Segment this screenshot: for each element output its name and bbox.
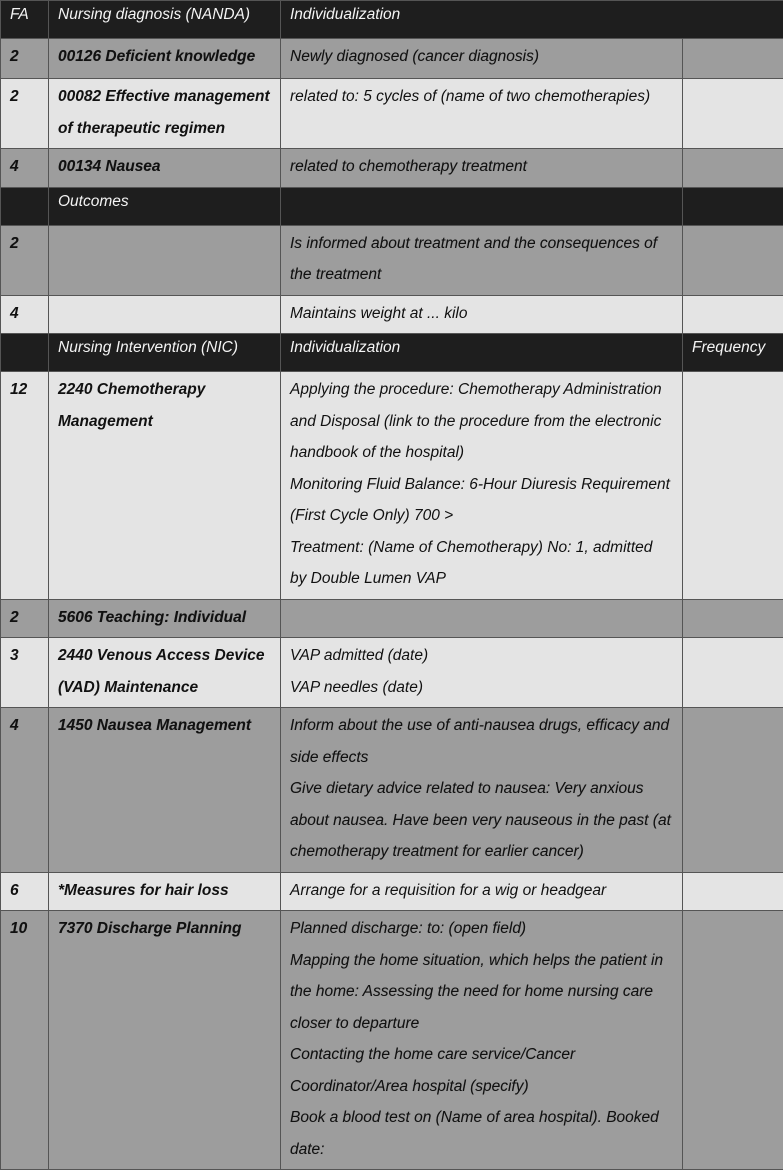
- frequency-cell: [683, 708, 783, 873]
- fa-value: 6: [1, 872, 49, 911]
- individualization-line: Applying the procedure: Chemotherapy Administration and Disposal (link to the procedure from the electronic handbook of the hospital): [290, 374, 673, 469]
- individualization-line: VAP admitted (date): [290, 640, 673, 672]
- outcome-row: [1, 295, 783, 334]
- fa-value: 10: [1, 911, 49, 1170]
- intervention-row: [1, 708, 783, 873]
- nursing-diagnosis-column-header: Nursing diagnosis (NANDA): [49, 1, 281, 39]
- intervention-name: 7370 Discharge Planning: [49, 911, 281, 1170]
- intervention-header-row: [1, 334, 783, 372]
- intervention-individualization: [281, 372, 683, 600]
- outcome-individualization: Is informed about treatment and the consequences of the treatment: [281, 225, 683, 295]
- individualization-column-header: Individualization: [281, 1, 783, 39]
- individualization-line: Monitoring Fluid Balance: 6-Hour Diuresis Requirement (First Cycle Only) 700 >: [290, 469, 673, 532]
- diagnosis-name: 00082 Effective management of therapeutic regimen: [49, 79, 281, 149]
- diagnosis-row: [1, 79, 783, 149]
- individualization-line: Arrange for a requisition for a wig or headgear: [290, 875, 673, 907]
- intervention-row: [1, 911, 783, 1170]
- individualization-line: Book a blood test on (Name of area hospital). Booked date:: [290, 1102, 673, 1165]
- fa-value: 4: [1, 295, 49, 334]
- individualization-line: Give dietary advice related to nausea: Very anxious about nausea. Have been very nauseous in the past (at chemotherapy treatment for earlier cancer): [290, 773, 673, 868]
- diagnosis-individualization: Newly diagnosed (cancer diagnosis): [281, 39, 683, 79]
- individualization-column-header: Individualization: [281, 334, 683, 372]
- frequency-cell: [683, 372, 783, 600]
- intervention-name: 2240 Chemotherapy Management: [49, 372, 281, 600]
- intervention-name: 1450 Nausea Management: [49, 708, 281, 873]
- individualization-line: Contacting the home care service/Cancer Coordinator/Area hospital (specify): [290, 1039, 673, 1102]
- intervention-row: [1, 599, 783, 638]
- diagnosis-row: [1, 39, 783, 79]
- intervention-individualization: [281, 872, 683, 911]
- outcome-row: [1, 225, 783, 295]
- fa-value: 3: [1, 638, 49, 708]
- intervention-row: [1, 638, 783, 708]
- intervention-row: [1, 372, 783, 600]
- outcomes-column-header: Outcomes: [49, 187, 281, 225]
- individualization-line: Treatment: (Name of Chemotherapy) No: 1, admitted by Double Lumen VAP: [290, 532, 673, 595]
- diagnosis-name: 00134 Nausea: [49, 149, 281, 188]
- frequency-column-header: Frequency: [683, 334, 783, 372]
- outcome-individualization: Maintains weight at ... kilo: [281, 295, 683, 334]
- frequency-cell: [683, 295, 783, 334]
- frequency-cell: [683, 638, 783, 708]
- frequency-cell: [683, 599, 783, 638]
- fa-value: 2: [1, 225, 49, 295]
- diagnosis-row: [1, 149, 783, 188]
- intervention-row: [1, 872, 783, 911]
- frequency-cell: [683, 225, 783, 295]
- outcome-name: [49, 225, 281, 295]
- diagnosis-individualization: related to chemotherapy treatment: [281, 149, 683, 188]
- fa-value: 2: [1, 79, 49, 149]
- diagnosis-header-row: [1, 1, 783, 39]
- outcome-name: [49, 295, 281, 334]
- frequency-cell: [683, 149, 783, 188]
- intervention-name: 2440 Venous Access Device (VAD) Maintenance: [49, 638, 281, 708]
- individualization-column-header: [281, 187, 683, 225]
- individualization-line: Mapping the home situation, which helps the patient in the home: Assessing the need for home nursing care closer to departure: [290, 945, 673, 1040]
- intervention-individualization: [281, 911, 683, 1170]
- frequency-cell: [683, 39, 783, 79]
- frequency-cell: [683, 79, 783, 149]
- diagnosis-name: 00126 Deficient knowledge: [49, 39, 281, 79]
- intervention-individualization: [281, 638, 683, 708]
- fa-value: 4: [1, 708, 49, 873]
- fa-value: 4: [1, 149, 49, 188]
- fa-value: 2: [1, 599, 49, 638]
- fa-value: 12: [1, 372, 49, 600]
- frequency-column-header: [683, 187, 783, 225]
- fa-column-header: [1, 334, 49, 372]
- individualization-line: Planned discharge: to: (open field): [290, 913, 673, 945]
- intervention-name: 5606 Teaching: Individual: [49, 599, 281, 638]
- frequency-cell: [683, 911, 783, 1170]
- fa-column-header: FA: [1, 1, 49, 39]
- individualization-line: VAP needles (date): [290, 672, 673, 704]
- intervention-individualization: [281, 708, 683, 873]
- individualization-line: Inform about the use of anti-nausea drugs, efficacy and side effects: [290, 710, 673, 773]
- diagnosis-individualization: related to: 5 cycles of (name of two chemotherapies): [281, 79, 683, 149]
- fa-column-header: [1, 187, 49, 225]
- outcomes-header-row: [1, 187, 783, 225]
- intervention-individualization: [281, 599, 683, 638]
- intervention-name: *Measures for hair loss: [49, 872, 281, 911]
- nursing-intervention-column-header: Nursing Intervention (NIC): [49, 334, 281, 372]
- frequency-cell: [683, 872, 783, 911]
- fa-value: 2: [1, 39, 49, 79]
